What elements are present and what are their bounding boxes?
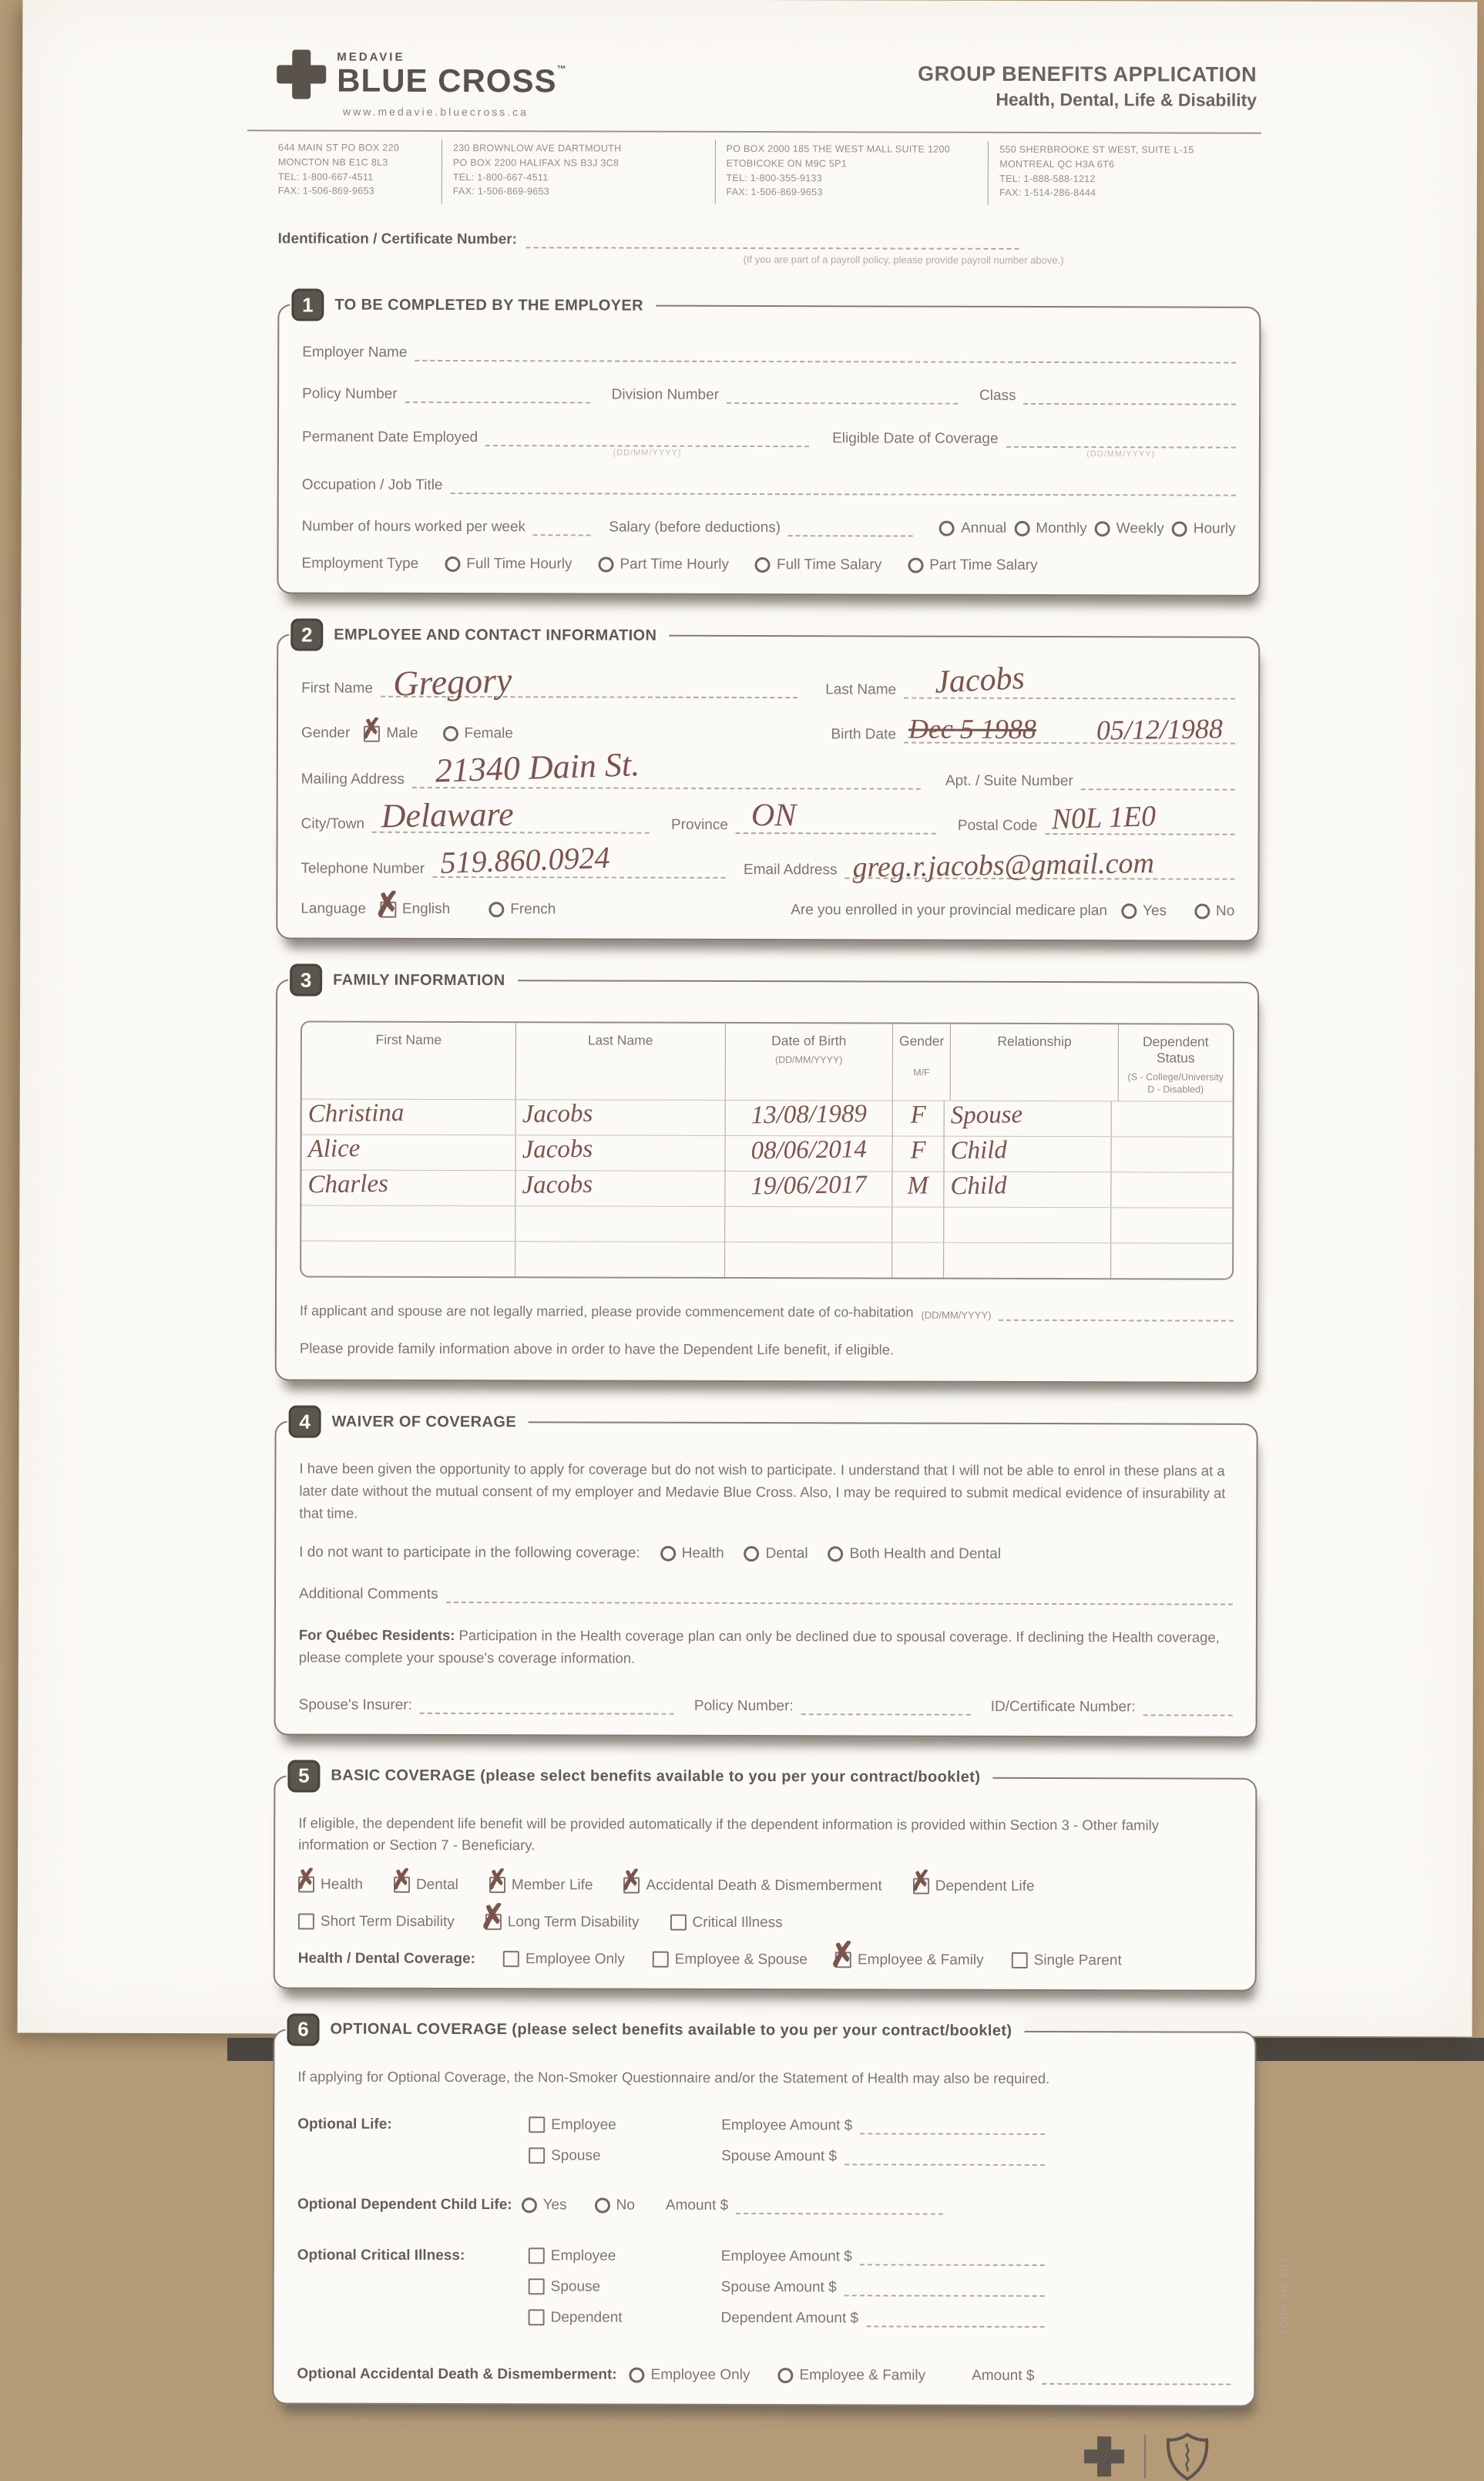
- ci-dependent-amount-label: Dependent Amount $: [720, 2309, 859, 2326]
- etype-full-time-hourly: Full Time Hourly: [445, 556, 572, 573]
- ci-spouse-amount-line: [844, 2278, 1045, 2297]
- add-employee-only-option: Employee Only: [630, 2366, 750, 2383]
- family-row-2: [301, 1134, 1232, 1172]
- radio-ft-salary: [755, 557, 771, 573]
- policy-number-line-s4: [801, 1696, 971, 1716]
- basic-ci-checkbox: [670, 1915, 687, 1931]
- office-dartmouth: 230 BROWNLOW AVE DARTMOUTH PO BOX 2200 HALIFAX NS B3J 3C8 TEL: 1-800-667-4511 FAX: 1-506-869-9653: [442, 140, 715, 204]
- basic-critical-illness-option: Critical Illness: [670, 1915, 783, 1931]
- identification-label: Identification / Certificate Number:: [277, 230, 518, 248]
- decline-dental-radio: [744, 1546, 760, 1562]
- birth-date-label: Birth Date: [831, 726, 896, 743]
- cohabitation-note: If applicant and spouse are not legally married, please provide commencement date of co-habitation: [299, 1302, 914, 1320]
- province-label: Province: [670, 816, 728, 833]
- footer-logos: [241, 2430, 1209, 2480]
- radio-weekly: [1095, 521, 1110, 536]
- ci-spouse-amount-label: Spouse Amount $: [720, 2278, 837, 2295]
- salary-freq-monthly: Monthly: [1014, 520, 1087, 537]
- header-divider: [247, 129, 1261, 133]
- eligible-date-line: [1006, 429, 1236, 459]
- spouse-insurer-line: [420, 1695, 674, 1714]
- id-certificate-line: [1143, 1697, 1233, 1716]
- gender-male-checkbox: [359, 713, 384, 745]
- row3-relationship: Child: [949, 1171, 1007, 1200]
- child-life-amount-line: [736, 2196, 943, 2215]
- row3-status: [1111, 1172, 1232, 1207]
- ci-dependent-amount-line: [866, 2308, 1045, 2328]
- ci-employee-amount-line: [860, 2247, 1045, 2266]
- employer-name-label: Employer Name: [302, 344, 408, 361]
- section-1-title: TO BE COMPLETED BY THE EMPLOYER: [334, 296, 644, 314]
- first-name-label: First Name: [301, 680, 374, 697]
- blue-shield-icon: [1166, 2432, 1209, 2480]
- eligible-date-label: Eligible Date of Coverage: [832, 430, 999, 447]
- occupation-label: Occupation / Job Title: [301, 476, 443, 493]
- dependent-life-note: Please provide family information above in order to have the Dependent Life benefit, if eligible.: [299, 1339, 895, 1357]
- optional-life-spouse-amount-label: Spouse Amount $: [721, 2147, 838, 2164]
- last-name-label: Last Name: [825, 681, 897, 698]
- decline-health-option: Health: [660, 1545, 724, 1562]
- birth-date-crossed-out: Dec 5 1988: [908, 713, 1037, 745]
- basic-add-option: ✗ Accidental Death & Dismemberment: [619, 1865, 882, 1897]
- gender-male-option: ✗ Male: [359, 713, 418, 745]
- footer-divider: [1144, 2435, 1146, 2478]
- basic-health-checkbox: [294, 1864, 319, 1896]
- employment-type-label: Employment Type: [301, 555, 419, 572]
- section-5-title: BASIC COVERAGE (please select benefits available to you per your contract/booklet): [331, 1767, 981, 1786]
- apt-suite-label: Apt. / Suite Number: [945, 772, 1073, 790]
- language-english-checkbox: [371, 886, 403, 924]
- optional-life-employee-option: Employee: [529, 2116, 721, 2134]
- row3-dob: 19/06/2017: [750, 1170, 867, 1200]
- postal-code-label: Postal Code: [957, 817, 1038, 834]
- id-certificate-label: ID/Certificate Number:: [990, 1698, 1136, 1715]
- family-table-header: [302, 1022, 1233, 1101]
- optional-coverage-note: If applying for Optional Coverage, the Non-Smoker Questionnaire and/or the Statement of Health may also be required.: [297, 2068, 1050, 2086]
- family-row-empty-2: [301, 1240, 1232, 1278]
- ink-x: ✗: [619, 1865, 644, 1897]
- decline-health-radio: [660, 1546, 676, 1562]
- brand-top: MEDAVIE: [337, 51, 405, 65]
- row1-relationship: Spouse: [949, 1100, 1022, 1130]
- optional-life-spouse-amount-line: [844, 2147, 1045, 2166]
- hd-employee-family-option: ✗ Employee & Family: [827, 1937, 984, 1975]
- quebec-residents-text: Participation in the Health coverage plan can only be declined due to spousal coverage. If declining the Health coverage, please complete your spouse's coverage information.: [298, 1627, 1220, 1666]
- row1-gender: F: [910, 1100, 926, 1129]
- child-life-amount-label: Amount $: [665, 2197, 729, 2214]
- row3-gender: M: [907, 1171, 929, 1200]
- add-employee-only-radio: [630, 2367, 645, 2382]
- hours-worked-label: Number of hours worked per week: [301, 518, 526, 536]
- medicare-no-option: No: [1194, 903, 1234, 920]
- ci-employee-checkbox: [529, 2247, 545, 2264]
- ci-spouse-option: Spouse: [529, 2278, 721, 2296]
- city-town-value: Delaware: [381, 795, 515, 835]
- birth-date-line: [904, 713, 1235, 746]
- ink-x: ✗: [371, 886, 403, 924]
- child-life-no-radio: [595, 2197, 610, 2213]
- section-4-badge: 4: [289, 1406, 321, 1438]
- optional-dependent-child-life-label: Optional Dependent Child Life:: [297, 2196, 512, 2213]
- paper-form: [18, 0, 1478, 2384]
- policy-number-label-s4: Policy Number:: [693, 1697, 794, 1714]
- mailing-address-label: Mailing Address: [300, 771, 405, 788]
- apt-suite-line: [1081, 772, 1235, 791]
- health-dental-coverage-label: Health / Dental Coverage:: [297, 1950, 476, 1967]
- policy-number-line: [405, 385, 590, 404]
- office-addresses: [247, 139, 1261, 205]
- hd-employee-only-option: Employee Only: [503, 1951, 625, 1968]
- province-value: ON: [750, 798, 797, 834]
- email-value: greg.r.jacobs@gmail.com: [852, 846, 1155, 884]
- form-code: FORM-89E 6/17: [1278, 2256, 1290, 2335]
- section-2-title: EMPLOYEE AND CONTACT INFORMATION: [334, 626, 657, 644]
- hd-single-parent-checkbox: [1012, 1952, 1028, 1968]
- hd-employee-spouse-checkbox: [653, 1952, 669, 1968]
- medavie-blue-cross-logo: [277, 49, 567, 99]
- ink-x: ✗: [908, 1866, 934, 1898]
- optional-add-label: Optional Accidental Death & Dismemberment:: [297, 2365, 617, 2383]
- website-url: www.medavie.bluecross.ca: [343, 105, 529, 119]
- etype-full-time-salary: Full Time Salary: [755, 556, 881, 573]
- division-number-label: Division Number: [611, 386, 720, 403]
- email-line: [844, 846, 1234, 884]
- radio-ft-hourly: [445, 556, 460, 572]
- language-french-radio: [489, 902, 504, 917]
- division-number-line: [727, 385, 958, 405]
- family-row-3: [301, 1169, 1232, 1207]
- basic-dental-option: ✗ Dental: [389, 1864, 458, 1896]
- optional-life-spouse-option: Spouse: [529, 2147, 721, 2165]
- telephone-label: Telephone Number: [300, 860, 425, 877]
- quebec-residents-bold: For Québec Residents:: [298, 1626, 455, 1644]
- form-subtitle: Health, Dental, Life & Disability: [995, 89, 1257, 110]
- radio-monthly: [1014, 521, 1029, 536]
- section-employee-contact: [276, 622, 1260, 941]
- ci-employee-amount-label: Employee Amount $: [720, 2247, 852, 2264]
- section-6-badge: 6: [287, 2013, 320, 2046]
- language-english-option: ✗ English: [371, 886, 451, 924]
- col-date-of-birth: Date of Birth (DD/MM/YYYY): [725, 1024, 893, 1100]
- province-line: [736, 798, 936, 835]
- salary-line: [788, 518, 913, 536]
- gender-female-radio: [442, 726, 458, 741]
- child-life-no-option: No: [595, 2197, 635, 2214]
- last-name-value: Jacobs: [934, 660, 1026, 701]
- brand-main: BLUE CROSS: [337, 62, 557, 99]
- optional-life-employee-checkbox: [529, 2116, 545, 2133]
- salary-freq-weekly: Weekly: [1095, 520, 1164, 537]
- birth-date-value: 05/12/1988: [1096, 713, 1224, 746]
- section-optional-coverage: [272, 2017, 1256, 2406]
- decline-both-radio: [828, 1546, 844, 1562]
- optional-life-spouse-checkbox: [529, 2147, 545, 2163]
- city-town-label: City/Town: [300, 815, 365, 832]
- telephone-value: 519.860.0924: [439, 839, 610, 880]
- radio-pt-salary: [908, 558, 923, 573]
- family-row-empty-1: [301, 1205, 1232, 1242]
- row3-last-name: Jacobs: [521, 1170, 593, 1199]
- office-montreal: 550 SHERBROOKE ST WEST, SUITE L-15 MONTREAL QC H3A 6T6 TEL: 1-888-588-1212 FAX: 1-514-286-8444: [988, 141, 1261, 206]
- section-2-badge: 2: [290, 618, 323, 651]
- family-row-1: [302, 1098, 1233, 1136]
- basic-coverage-note: If eligible, the dependent life benefit will be provided automatically if the dependent information is provided within Section 3 - Other family information or Section 7 - Beneficiary.: [298, 1814, 1160, 1854]
- employer-name-line: [415, 343, 1236, 364]
- waiver-paragraph: I have been given the opportunity to apply for coverage but do not wish to participate. I understand that I will not be able to enrol in these plans at a later date without the mutual consent of my employer and Medavie Blue Cross. Also, I may be required to submit medical evidence of insurability at that time.: [299, 1460, 1226, 1521]
- basic-member-life-option: ✗ Member Life: [485, 1865, 593, 1896]
- add-employee-family-radio: [777, 2368, 793, 2383]
- hours-worked-line: [533, 517, 590, 536]
- decline-dental-option: Dental: [744, 1545, 808, 1562]
- cohabitation-line: [999, 1302, 1234, 1321]
- row2-relationship: Child: [949, 1135, 1007, 1165]
- mailing-address-line: [412, 745, 921, 790]
- basic-dental-checkbox: [389, 1864, 415, 1896]
- email-label: Email Address: [744, 861, 838, 879]
- section-employer: [277, 292, 1261, 596]
- ci-dependent-checkbox: [529, 2309, 545, 2325]
- optional-life-employee-amount-label: Employee Amount $: [721, 2116, 853, 2133]
- cohabitation-hint: (DD/MM/YYYY): [921, 1309, 992, 1321]
- office-moncton: 644 MAIN ST PO BOX 220 MONCTON NB E1C 8L3 TEL: 1-800-667-4511 FAX: 1-506-869-9653: [277, 142, 400, 197]
- gender-label: Gender: [300, 724, 351, 741]
- gender-female-option: Female: [442, 725, 512, 742]
- row2-gender: F: [909, 1135, 926, 1165]
- postal-code-value: N0L 1E0: [1050, 800, 1157, 836]
- radio-annual: [939, 521, 955, 536]
- row1-dob: 13/08/1989: [750, 1099, 867, 1129]
- blue-cross-icon: [1084, 2436, 1124, 2476]
- etype-part-time-hourly: Part Time Hourly: [598, 556, 729, 573]
- ink-x: ✗: [477, 1898, 509, 1938]
- medicare-yes-radio: [1121, 903, 1137, 919]
- hd-employee-spouse-option: Employee & Spouse: [653, 1952, 807, 1969]
- office-etobicoke: PO BOX 2000 185 THE WEST MALL SUITE 1200 ETOBICOKE ON M9C 5P1 TEL: 1-800-355-9133 FAX: 1-506-869-9653: [714, 140, 988, 205]
- decline-coverage-label: I do not want to participate in the following coverage:: [299, 1544, 640, 1562]
- ink-x: ✗: [359, 713, 384, 745]
- first-name-value: Gregory: [392, 660, 512, 704]
- hd-employee-only-checkbox: [503, 1952, 519, 1968]
- radio-hourly: [1172, 521, 1187, 536]
- ci-spouse-checkbox: [529, 2278, 545, 2294]
- row1-last-name: Jacobs: [522, 1099, 593, 1128]
- add-amount-label: Amount $: [972, 2367, 1035, 2384]
- section-4-title: WAIVER OF COVERAGE: [331, 1413, 517, 1430]
- row2-dob: 08/06/2014: [750, 1135, 867, 1165]
- additional-comments-label: Additional Comments: [299, 1585, 438, 1603]
- section-1-badge: 1: [291, 288, 324, 321]
- col-gender: Gender M/F: [893, 1024, 952, 1100]
- form-title: GROUP BENEFITS APPLICATION: [918, 62, 1257, 86]
- medicare-yes-option: Yes: [1121, 903, 1167, 919]
- city-town-line: [372, 795, 650, 835]
- basic-ltd-checkbox: [477, 1898, 509, 1938]
- add-amount-line: [1042, 2366, 1231, 2385]
- section-5-badge: 5: [287, 1760, 320, 1792]
- policy-number-label: Policy Number: [302, 385, 398, 402]
- basic-ltd-option: ✗ Long Term Disability: [477, 1898, 640, 1938]
- basic-dependent-life-checkbox: [908, 1866, 934, 1898]
- permanent-date-line: [485, 428, 809, 458]
- optional-life-employee-amount-line: [860, 2116, 1045, 2135]
- salary-freq-hourly: Hourly: [1172, 520, 1236, 537]
- etype-part-time-salary: Part Time Salary: [908, 557, 1037, 574]
- permanent-date-hint: (DD/MM/YYYY): [613, 448, 682, 458]
- language-french-option: French: [489, 901, 556, 918]
- col-last-name: Last Name: [516, 1023, 726, 1099]
- hd-employee-family-checkbox: [827, 1937, 858, 1975]
- family-table: [300, 1020, 1234, 1279]
- basic-member-life-checkbox: [485, 1865, 510, 1896]
- ci-dependent-option: Dependent: [529, 2309, 721, 2327]
- ink-x: ✗: [294, 1864, 319, 1896]
- identification-line: [526, 230, 1019, 250]
- optional-critical-illness-label: Optional Critical Illness:: [297, 2247, 465, 2264]
- row1-status: [1112, 1101, 1233, 1136]
- eligible-date-hint: (DD/MM/YYYY): [1086, 449, 1156, 459]
- medicare-no-radio: [1194, 904, 1210, 919]
- occupation-line: [450, 476, 1235, 496]
- row2-status: [1111, 1137, 1232, 1172]
- optional-life-label: Optional Life:: [297, 2116, 392, 2133]
- child-life-yes-option: Yes: [522, 2197, 567, 2214]
- section-6-title: OPTIONAL COVERAGE (please select benefits available to you per your contract/booklet): [330, 2020, 1012, 2040]
- section-3-title: FAMILY INFORMATION: [333, 971, 505, 989]
- radio-pt-hourly: [598, 556, 613, 572]
- child-life-yes-radio: [522, 2197, 537, 2213]
- permanent-date-label: Permanent Date Employed: [301, 429, 478, 446]
- ink-x: ✗: [389, 1864, 415, 1896]
- class-label: Class: [979, 387, 1016, 404]
- basic-std-option: Short Term Disability: [298, 1913, 455, 1931]
- section-family-information: [275, 967, 1259, 1383]
- col-dependent-status: Dependent Status (S - College/University D - Disabled): [1127, 1034, 1224, 1095]
- class-line: [1024, 386, 1237, 405]
- ci-employee-option: Employee: [529, 2247, 721, 2265]
- row1-first-name: Christina: [307, 1098, 405, 1128]
- telephone-line: [432, 839, 725, 880]
- first-name-line: [381, 660, 797, 704]
- ink-x: ✗: [485, 1865, 510, 1896]
- cross-icon: [277, 49, 326, 99]
- col-first-name: First Name: [302, 1022, 516, 1098]
- salary-label: Salary (before deductions): [609, 519, 781, 536]
- section-3-badge: 3: [290, 963, 322, 996]
- basic-std-checkbox: [298, 1914, 314, 1930]
- section-basic-coverage: [274, 1763, 1257, 1992]
- language-label: Language: [300, 900, 366, 917]
- basic-health-option: ✗ Health: [294, 1864, 364, 1896]
- spouse-insurer-label: Spouse's Insurer:: [298, 1696, 412, 1713]
- section-waiver-of-coverage: [274, 1410, 1258, 1738]
- row3-first-name: Charles: [307, 1169, 389, 1198]
- postal-code-line: [1045, 800, 1234, 836]
- row2-last-name: Jacobs: [522, 1135, 593, 1164]
- last-name-line: [904, 660, 1235, 701]
- decline-both-option: Both Health and Dental: [828, 1545, 1002, 1563]
- ink-x: ✗: [827, 1937, 858, 1975]
- hd-single-parent-option: Single Parent: [1012, 1952, 1122, 1969]
- trademark: ™: [556, 63, 567, 75]
- mailing-address-value: 21340 Dain St.: [435, 745, 640, 790]
- basic-add-checkbox: [619, 1865, 644, 1897]
- form-header: [247, 28, 1261, 119]
- row2-first-name: Alice: [307, 1134, 361, 1163]
- col-relationship: Relationship: [951, 1024, 1119, 1101]
- medicare-question: Are you enrolled in your provincial medicare plan: [791, 902, 1108, 919]
- add-employee-family-option: Employee & Family: [777, 2367, 925, 2385]
- identification-note: (If you are part of a payroll policy, please provide payroll number above.): [743, 253, 1064, 267]
- salary-freq-annual: Annual: [939, 520, 1006, 537]
- additional-comments-line: [446, 1585, 1233, 1605]
- basic-dependent-life-option: ✗ Dependent Life: [908, 1866, 1035, 1898]
